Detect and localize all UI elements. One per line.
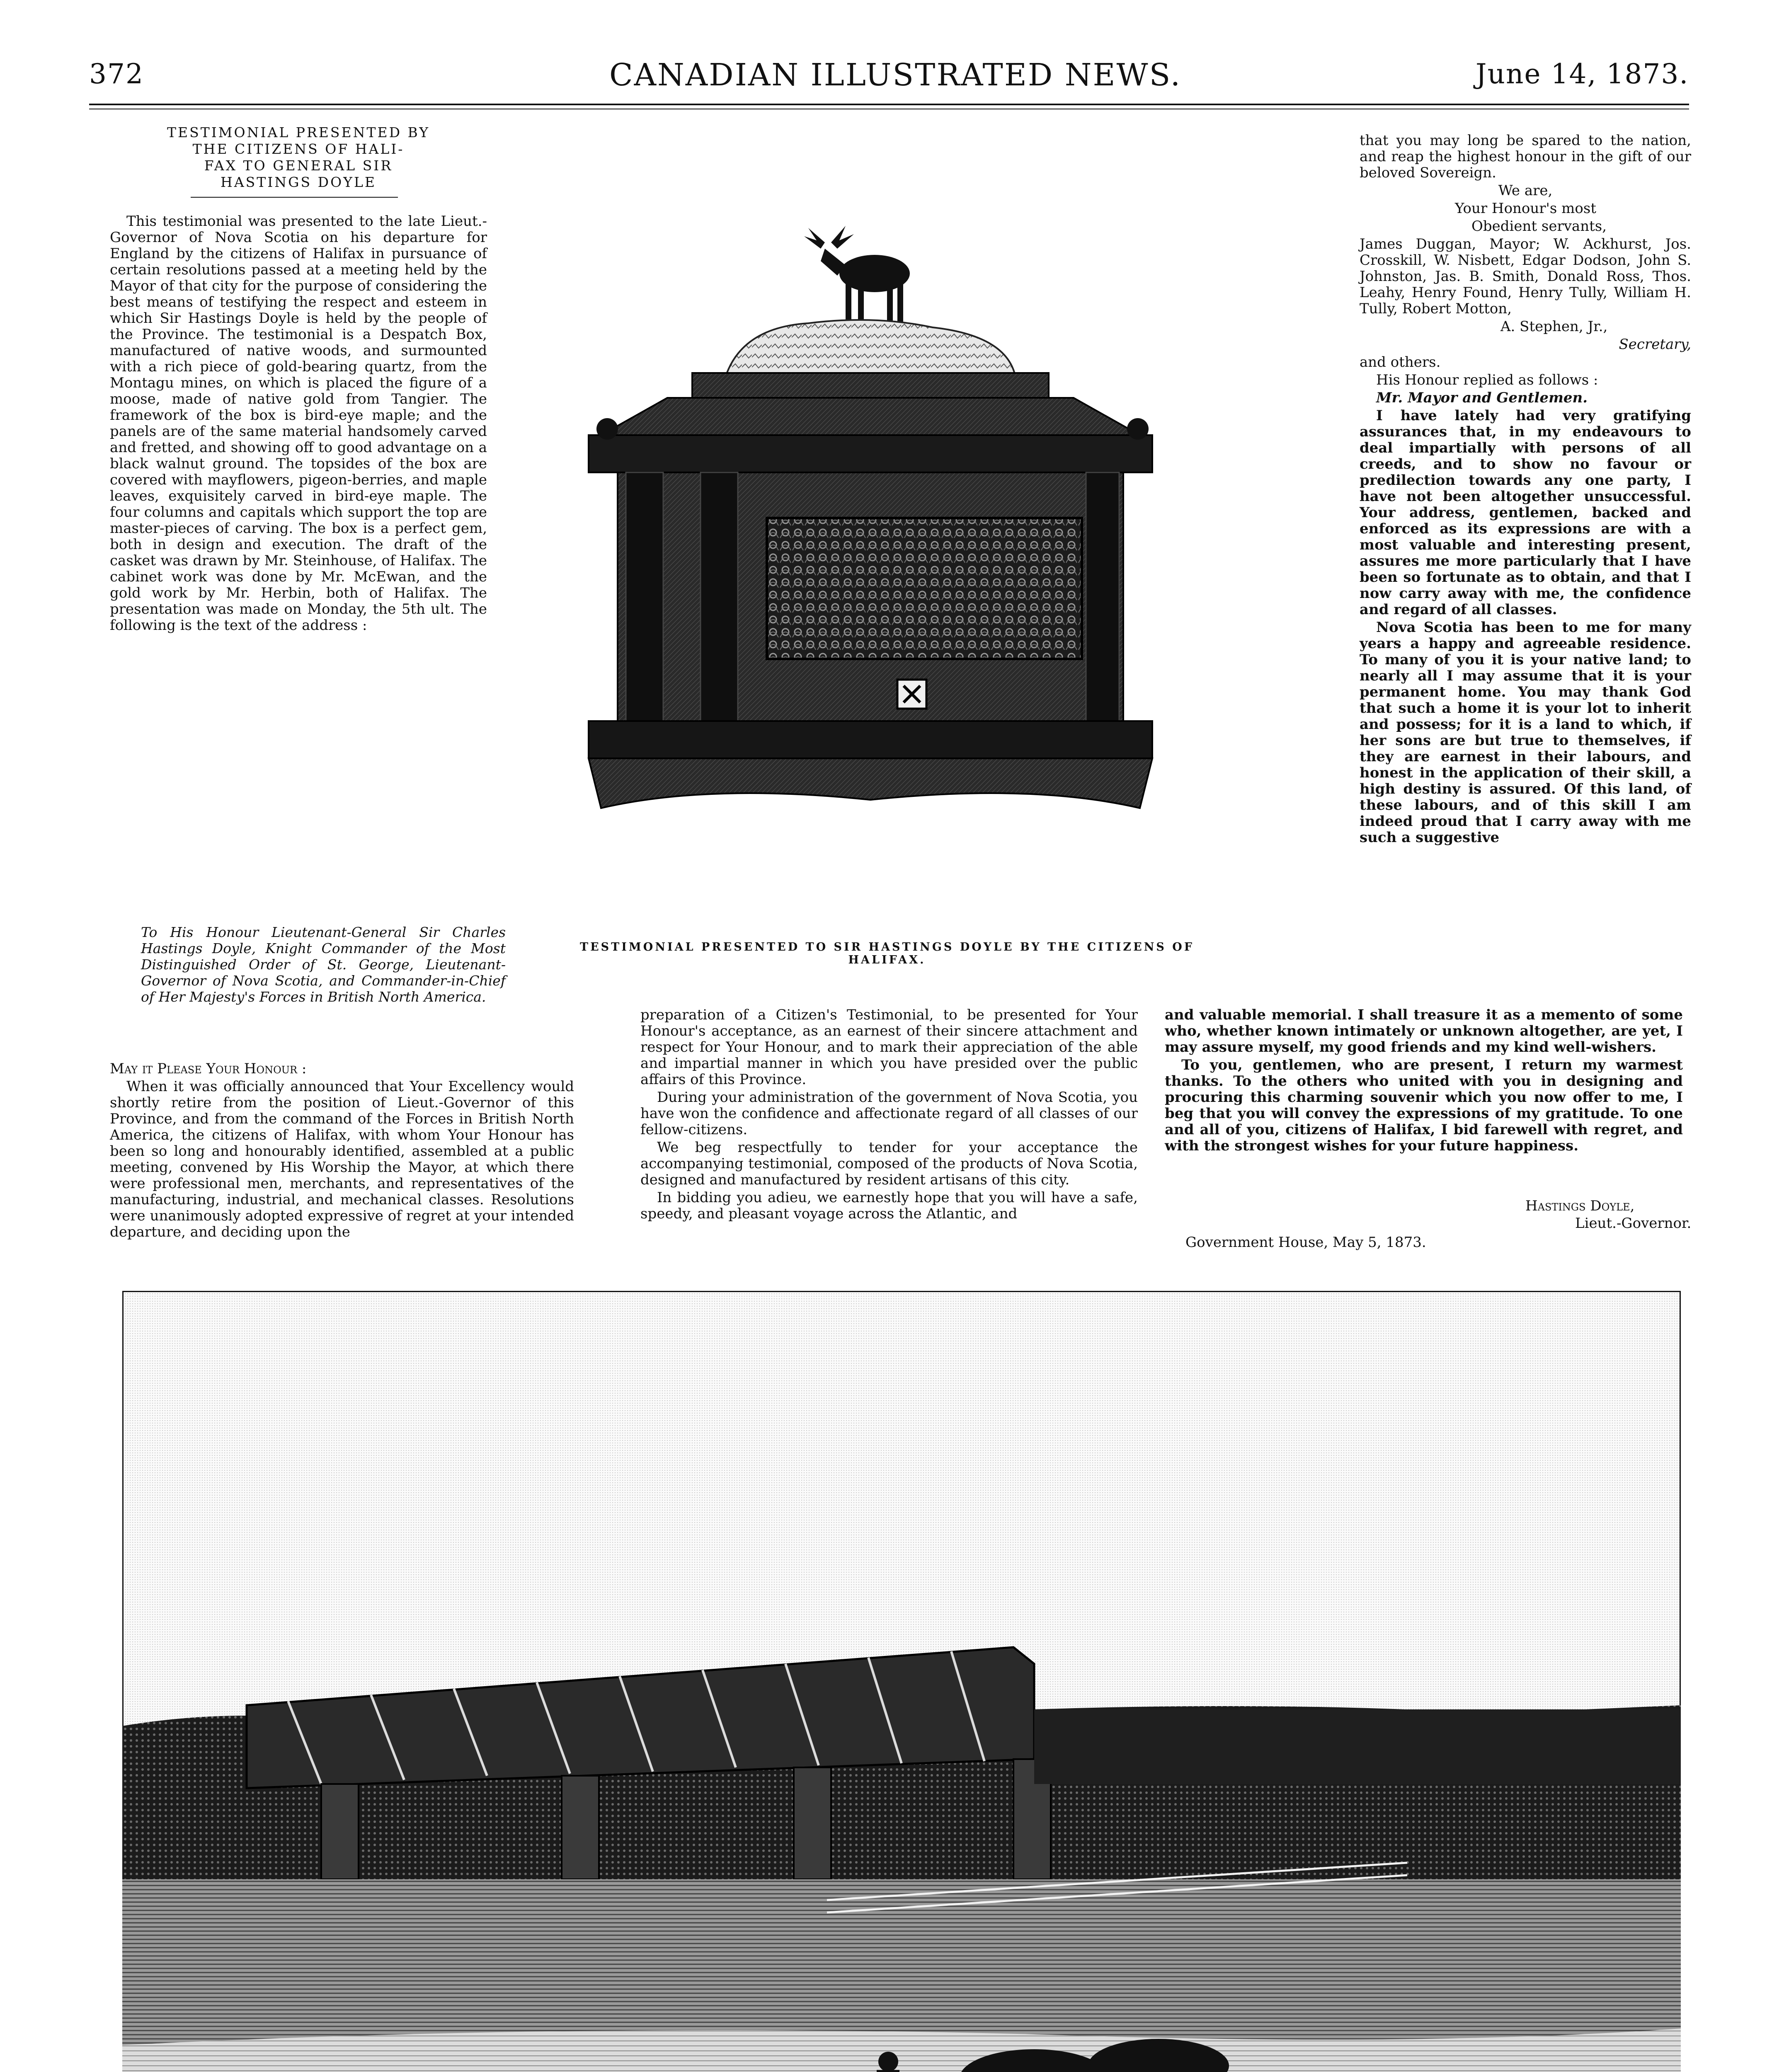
- article-headline: [108, 124, 489, 191]
- carved-front-panel: [767, 518, 1082, 659]
- address-paragraph-1: When it was officially announced that Your Excellency would shortly retire from the position of Lieut.-Governor of this Province, and from the command of the Forces in British North America, the citizens of Halifax, with whom Your Honour has been so long and honourably identified, assembled at a public meeting, convened by His Worship the Mayor, at which there were professional men, merchants, and representatives of the manufacturing, industrial, and mechanical classes. Resolutions were unanimously adopted expressive of regret at your intended departure, and deciding upon the: [110, 1078, 574, 1240]
- column-inner-left: [701, 472, 738, 721]
- secretary-name: A. Stephen, Jr.,: [1500, 318, 1608, 335]
- headline-line: HASTINGS DOYLE: [221, 174, 376, 190]
- reply-paragraph-1: I have lately had very gratifying assurances that, in my endeavours to deal impartially with persons of all creeds, and to show no favour or predilection towards any one party, I have not been altogether unsuccessful. Your address, gentlemen, backed and enforced as its expressions are with a most valuable and interesting present, assures me more particularly that I have been so fortunate as to obtain, and that I now carry away with me, the confidence and regard of all classes.: [1360, 407, 1691, 618]
- bridge-engraving: [122, 1291, 1681, 2072]
- headline-line: FAX TO GENERAL SIR: [204, 157, 393, 174]
- column-right: [1086, 472, 1119, 721]
- address-column-2: [640, 1007, 1138, 1224]
- masthead-rule-thick: [89, 104, 1689, 105]
- reply-salutation: Mr. Mayor and Gentlemen.: [1376, 390, 1588, 406]
- finial-right: [1127, 418, 1149, 440]
- river: [122, 1879, 1681, 2045]
- box-cornice: [589, 435, 1152, 472]
- reply-paragraph-3: and valuable memorial. I shall treasure it as a memento of some who, whether known intimately or unknown altogether, are yet, I may assure myself, my good friends and my kind well-wishers.: [1165, 1007, 1683, 1055]
- honour-replied-line: His Honour replied as follows :: [1376, 372, 1598, 388]
- testimonial-caption: TESTIMONIAL PRESENTED TO SIR HASTINGS DOYLE BY THE CITIZENS OF HALIFAX.: [580, 941, 1194, 966]
- and-others-line: and others.: [1360, 354, 1441, 370]
- address-recipient: To His Honour Lieutenant-General Sir Charles Hastings Doyle, Knight Commander of the Most Distinguished Order of St. George, Lieutenant-Governor of Nova Scotia, and Commander-in-Chief of Her Majesty's Forces in British North America.: [141, 924, 506, 1005]
- reply-paragraph-4: To you, gentlemen, who are present, I return my warmest thanks. To the others who united with you in designing and procuring this charming souvenir which you now offer to me, I beg that you will convey the expressions of my gratitude. To one and all of you, citizens of Halifax, I bid farewell with regret, and with the strongest wishes for your future happiness.: [1165, 1057, 1683, 1154]
- address-paragraph-2: preparation of a Citizen's Testimonial, to be presented for Your Honour's acceptance, as an earnest of their sincere attachment and respect for Your Honour, and to mark their appreciation of the able and impartial manner in which you have presided over the public affairs of this Province.: [640, 1007, 1138, 1088]
- moose-figure: [804, 226, 910, 327]
- address-paragraph-4: We beg respectfully to tender for your acceptance the accompanying testimonial, composed of the products of Nova Scotia, designed and manufactured by resident artisans of this city.: [640, 1139, 1138, 1188]
- box-plinth: [589, 721, 1152, 758]
- right-column: [1360, 133, 1691, 847]
- bridge-illustration: [122, 1291, 1681, 2072]
- headline-divider: [191, 197, 398, 198]
- issue-date: June 14, 1873.: [1476, 58, 1689, 90]
- headline-line: TESTIMONIAL PRESENTED BY: [167, 124, 430, 140]
- box-base-apron: [589, 758, 1152, 808]
- we-are-line: We are,: [1498, 182, 1553, 199]
- reply-paragraph-2: Nova Scotia has been to me for many years a happy and agreeable residence. To many of you it is your native land; to nearly all I may assume that it is your permanent home. You may thank God that such a home it is your lot to inherit and possess; for it is a land to which, if her sons are but true to themselves, if they are earnest in their labours, and honest in the application of their skill, a high destiny is assured. Of this land, of these labours, and of this skill I am indeed proud that I carry away with me such a suggestive: [1360, 619, 1691, 846]
- obedient-servants-line: Obedient servants,: [1471, 218, 1607, 235]
- gold-quartz-rock: [725, 320, 1016, 377]
- address-paragraph-3: During your administration of the government of Nova Scotia, you have won the confidence and affectionate regard of all classes of our fellow-citizens.: [640, 1089, 1138, 1138]
- address-column-1: [110, 1061, 574, 1242]
- newspaper-title: CANADIAN ILLUSTRATED NEWS.: [609, 57, 1182, 93]
- signature-title: Lieut.-Governor.: [1575, 1215, 1692, 1232]
- reply-continuation-column: [1165, 1007, 1683, 1156]
- signature-place-date: Government House, May 5, 1873.: [1185, 1234, 1426, 1251]
- box-lid-slope: [601, 398, 1140, 435]
- headline-line: THE CITIZENS OF HALI-: [192, 141, 405, 157]
- secretary-title: Secretary,: [1619, 336, 1691, 353]
- page-number: 372: [89, 58, 144, 90]
- your-honours-line: Your Honour's most: [1455, 200, 1596, 217]
- despatch-box-illustration: [493, 203, 1248, 895]
- intro-paragraph: This testimonial was presented to the late Lieut.-Governor of Nova Scotia on his departure for England by the citizens of Halifax in pursuance of certain resolutions passed at a meeting held by the Mayor of that city for the purpose of considering the best means of testifying the respect and esteem in which Sir Hastings Doyle is held by the people of the Province. The testimonial is a Despatch Box, manufactured of native woods, and surmounted with a rich piece of gold-bearing quartz, from the Montagu mines, on which is placed the figure of a moose, made of native gold from Tangier. The framework of the box is bird-eye maple; and the panels are of the same material handsomely carved and fretted, and showing off to good advantage on a black walnut ground. The topsides of the box are covered with mayflowers, pigeon-berries, and maple leaves, exquisitely carved in bird-eye maple. The four columns and capitals which support the top are master-pieces of carving. The box is a perfect gem, both in design and execution. The draft of the casket was drawn by Mr. Steinhouse, of Halifax. The cabinet work was done by Mr. McEwan, and the gold work by Mr. Herbin, both of Halifax. The presentation was made on Monday, the 5th ult. The following is the text of the address :: [110, 213, 487, 634]
- column-left: [626, 472, 663, 721]
- address-salutation-block: [124, 924, 506, 1007]
- signature-name: Hastings Doyle,: [1525, 1198, 1635, 1214]
- finial-left: [596, 418, 618, 440]
- may-it-please-line: May it Please Your Honour :: [110, 1060, 307, 1077]
- testimonial-box-engraving: [493, 203, 1248, 895]
- article-intro-column: [110, 213, 487, 635]
- address-paragraph-5: In bidding you adieu, we earnestly hope that you will have a safe, speedy, and pleasant voyage across the Atlantic, and: [640, 1189, 1138, 1222]
- far-bridge-section: [1034, 1709, 1681, 1784]
- address-closing: that you may long be spared to the nation, and reap the highest honour in the gift of our beloved Sovereign.: [1360, 132, 1691, 181]
- signatories-list: James Duggan, Mayor; W. Ackhurst, Jos. Crosskill, W. Nisbett, Edgar Dodson, John S. Johnston, Jas. B. Smith, Donald Ross, Thos. Leahy, Henry Found, Henry Tully, William H. Tully, Robert Motton,: [1360, 236, 1691, 317]
